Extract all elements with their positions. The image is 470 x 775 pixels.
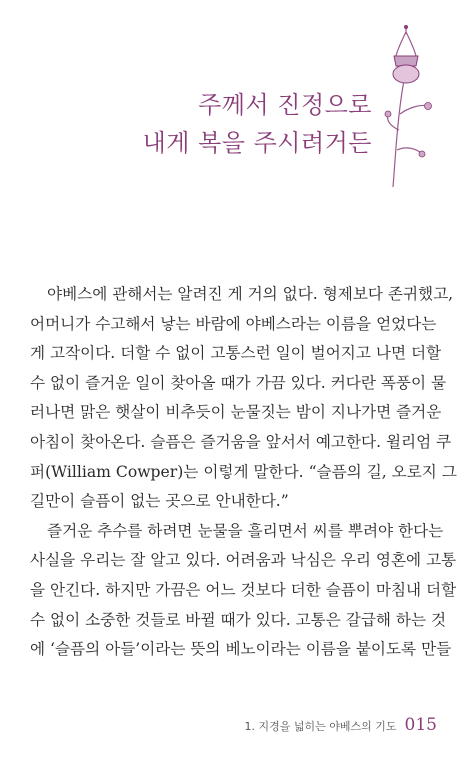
text-line: 수 없이 즐거운 일이 찾아올 때가 가끔 있다. 커다란 폭풍이 물 xyxy=(30,373,447,392)
page-number: 015 xyxy=(404,715,437,735)
body-text xyxy=(30,280,457,665)
title-line-2: 내게 복을 주시려거든 xyxy=(142,129,372,157)
text-line: 어머니가 수고해서 낳는 바람에 야베스라는 이름을 얻었다는 xyxy=(30,314,437,333)
title-line-1: 주께서 진정으로 xyxy=(198,91,372,119)
text-line: 사실을 우리는 잘 알고 있다. 어려움과 낙심은 우리 영혼에 고통 xyxy=(30,551,457,570)
running-footer: 1. 지경을 넓히는 야베스의 기도 xyxy=(244,720,397,733)
text-line: 에 ‘슬픔의 아들’이라는 뜻의 베노이라는 이름을 붙이도록 만들 xyxy=(30,640,452,659)
text-line: 야베스에 관해서는 알려진 게 거의 없다. 형제보다 존귀했고, xyxy=(47,285,454,303)
page-footer xyxy=(245,715,437,735)
text-line: 을 안긴다. 하지만 가끔은 어느 것보다 더한 슬픔이 마침내 더할 xyxy=(30,580,457,599)
text-line: 아침이 찾아온다. 슬픔은 즐거움을 앞서서 예고한다. 윌리엄 쿠 xyxy=(30,432,452,451)
paragraph xyxy=(30,517,457,665)
text-line: 즐거운 추수를 하려면 눈물을 흘리면서 씨를 뿌려야 한다는 xyxy=(47,521,444,540)
text-line: 퍼(William Cowper)는 이렇게 말한다. “슬픔의 길, 오로지 그 xyxy=(30,462,457,481)
text-line: 러나면 맑은 햇살이 비추듯이 눈물짓는 밤이 지나가면 즐거운 xyxy=(30,403,442,422)
flower-ornament-icon xyxy=(376,22,456,192)
paragraph xyxy=(30,280,457,517)
text-line: 길만이 슬픔이 없는 곳으로 안내한다.” xyxy=(30,492,289,511)
text-line: 게 고작이다. 더할 수 없이 고통스런 일이 벌어지고 나면 더할 xyxy=(30,344,442,363)
chapter-title xyxy=(143,86,372,162)
text-line: 수 없이 소중한 것들로 바뀔 때가 있다. 고통은 갈급해 하는 것 xyxy=(30,610,447,629)
